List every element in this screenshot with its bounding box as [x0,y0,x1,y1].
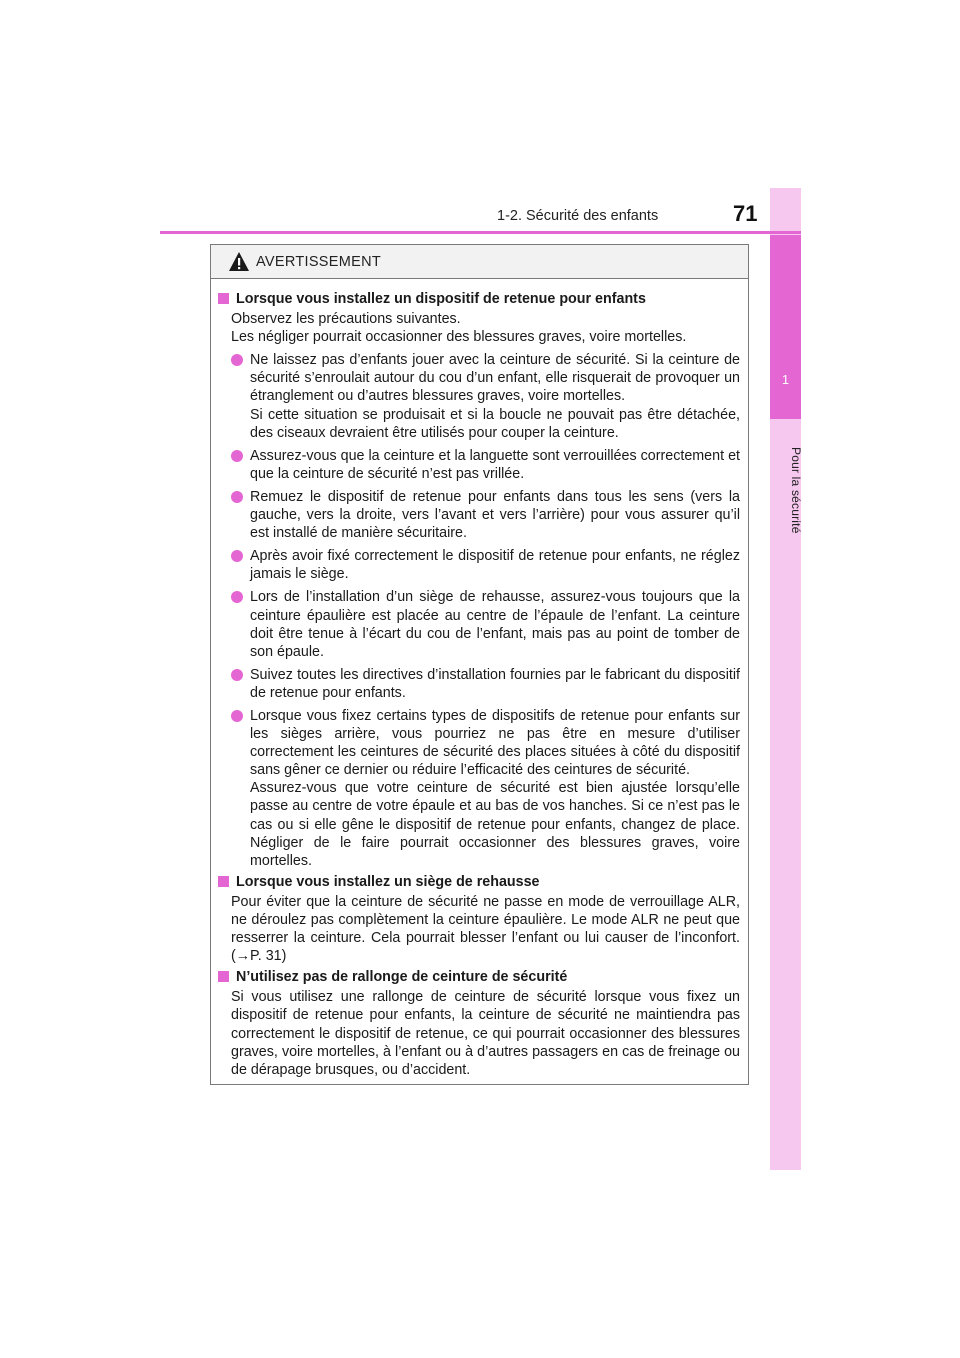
round-bullet-icon [231,550,243,562]
section-heading: Lorsque vous installez un siège de rehausse [236,873,540,890]
section-intro: Les négliger pourrait occasionner des blessures graves, voire mortelles. [231,329,687,346]
list-item-text: Lors de l’installation d’un siège de rehausse, assurez-vous toujours que la ceinture épaulière est placée au centre de l’épaule de l’enfant. La ceinture doit être tenue à l’écart du cou de l’enfant, mais pas au point de tomber de son épaule. [250,589,740,660]
round-bullet-icon [231,591,243,603]
list-item-text: Ne laissez pas d’enfants jouer avec la ceinture de sécurité. Si la ceinture de sécurité s’enroulait autour du cou d’un enfant, elle risquerait de provoquer un étranglement ou d’autres blessures graves, voire mortelles. [250,352,740,405]
section-intro: Pour éviter que la ceinture de sécurité ne passe en mode de verrouillage ALR, ne déroulez pas complètement la ceinture épaulière. Le mode ALR ne peut que resserrer la ceinture. Cela pourrait blesser l’enfant ou lui causer de l’inconfort. (→P. 31) [231,893,740,965]
list-item [231,666,740,702]
section-heading: N’utilisez pas de rallonge de ceinture de sécurité [236,969,568,986]
header-rule [160,231,801,234]
list-item [231,447,740,483]
warning-section [216,873,740,965]
square-bullet-icon [218,971,229,982]
list-item-text: Lorsque vous fixez certains types de dispositifs de retenue pour enfants sur les sièges arrière, vous pourriez ne pas être en mesure d’utiliser correctement les ceintures de sécurité des places situées à côté du dispositif sans gêner ce dernier ou réduire l’efficacité des ceintures de sécurité. [250,707,740,779]
list-item-text: Après avoir fixé correctement le dispositif de retenue pour enfants, ne réglez jamais le siège. [250,548,740,583]
warning-title: AVERTISSEMENT [256,253,382,270]
list-item-extra: Assurez-vous que votre ceinture de sécurité est bien ajustée lorsqu’elle passe au centre de votre épaule et au bas de vos hanches. Si ce n’est pas le cas ou si elle gêne le dispositif de retenue pour enfants, changez de place. Négliger de le faire pourrait occasionner des blessures graves, voire mortelles. [250,780,740,869]
list-item [231,488,740,542]
section-intro: Observez les précautions suivantes. [231,311,461,328]
list-item [231,547,740,583]
list-item-extra: Si cette situation se produisait et si la boucle ne pouvait pas être détachée, des ciseaux devraient être utilisés pour couper la ceinture. [250,406,740,441]
side-tab-title: Pour la sécurité [789,446,803,534]
round-bullet-icon [231,669,243,681]
section-title: 1-2. Sécurité des enfants [497,208,659,224]
round-bullet-icon [231,710,243,722]
round-bullet-icon [231,491,243,503]
square-bullet-icon [218,293,229,304]
section-heading: Lorsque vous installez un dispositif de retenue pour enfants [236,291,646,307]
list-item [231,707,740,870]
warning-box [210,244,749,1085]
side-tab-number: 1 [781,372,790,387]
side-tab-active[interactable] [770,235,801,419]
warning-section [216,290,740,870]
warning-header [211,245,748,279]
page-number: 71 [733,201,758,226]
square-bullet-icon [218,876,229,887]
section-intro: Si vous utilisez une rallonge de ceinture de sécurité lorsque vous fixez un dispositif de retenue pour enfants, la ceinture de sécurité ne maintiendra pas correctement le dispositif de retenue, ce qui pourrait occasionner des blessures graves, voire mortelles, à l’enfant ou à d’autres passagers en cas de freinage ou de dérapage brusques, ou d’accident. [231,989,740,1078]
list-item-text: Suivez toutes les directives d’installation fournies par le fabricant du dispositif de retenue pour enfants. [250,666,740,701]
round-bullet-icon [231,354,243,366]
warning-triangle-icon [228,251,250,273]
list-item [231,351,740,441]
warning-content [211,279,748,1079]
list-item-text: Remuez le dispositif de retenue pour enfants dans tous les sens (vers la gauche, vers la droite, vers l’avant et vers l’arrière) pour vous assurer qu’il est installé de manière sécuritaire. [250,488,740,542]
list-item-text: Assurez-vous que la ceinture et la languette sont verrouillées correctement et que la ceinture de sécurité n’est pas vrillée. [250,447,740,482]
round-bullet-icon [231,450,243,462]
warning-section [216,968,740,1079]
list-item [231,588,740,660]
